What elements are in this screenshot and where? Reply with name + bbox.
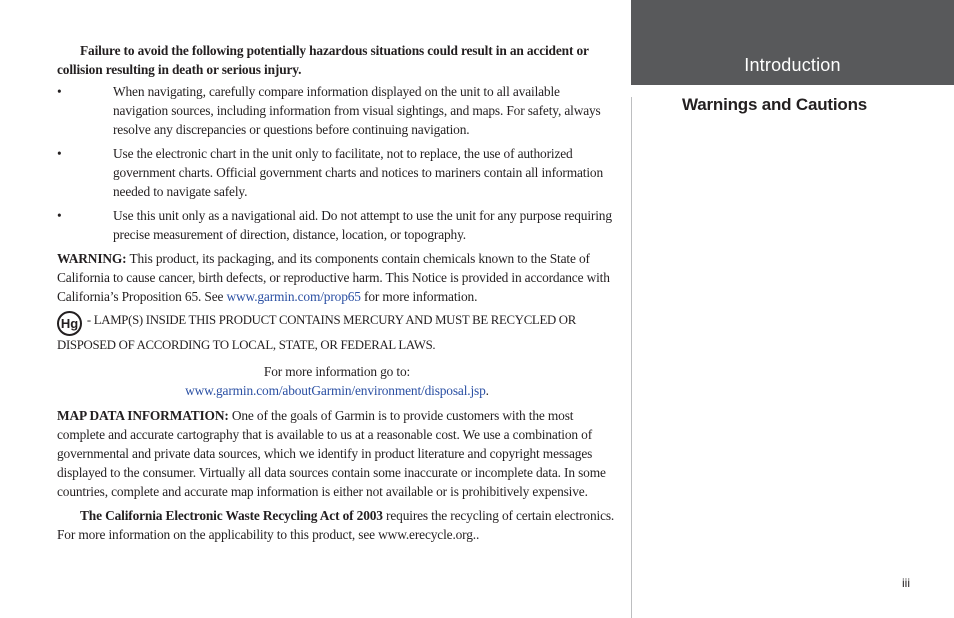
main-content xyxy=(57,41,617,549)
mercury-notice xyxy=(57,311,617,355)
prop65-warning xyxy=(57,249,617,306)
bullet-text: When navigating, carefully compare information displayed on the unit to all available navigation sources, including information from visual sightings, and maps. For safety, always resolve any discrepancies or questions before continuing navigation. xyxy=(113,84,601,137)
sidebar-header xyxy=(631,0,954,85)
ewaste-text: requires the recycling of certain electronics. For more information on the applicability to this product, see www.erecycle.org.. xyxy=(57,508,615,542)
mercury-text: - LAMP(S) INSIDE THIS PRODUCT CONTAINS MERCURY AND MUST BE RECYCLED OR DISPOSED OF ACCORDING TO LOCAL, STATE, OR FEDERAL LAWS. xyxy=(57,313,576,352)
bullet-marker: • xyxy=(57,84,62,99)
bullet-text: Use this unit only as a navigational aid. Do not attempt to use the unit for any purpose requiring precise measurement of direction, distance, location, or topography. xyxy=(113,208,612,242)
more-info-suffix: . xyxy=(485,383,489,398)
map-data-info xyxy=(57,406,617,501)
intro-warning: Failure to avoid the following potentially hazardous situations could result in an accident or collision resulting in death or serious injury. xyxy=(57,43,589,77)
bullet-item xyxy=(57,144,617,201)
bullet-text: Use the electronic chart in the unit only to facilitate, not to replace, the use of authorized government charts. Official government charts and notices to mariners contain all information needed to navigate safely. xyxy=(113,146,604,199)
disposal-link[interactable]: www.garmin.com/aboutGarmin/environment/disposal.jsp xyxy=(185,383,486,398)
warning-label: WARNING: xyxy=(57,251,127,266)
warning-suffix: for more information. xyxy=(360,289,478,304)
chapter-title: Introduction xyxy=(744,55,841,75)
warning-text: This product, its packaging, and its components contain chemicals known to the State of California to cause cancer, birth defects, or reproductive harm. This Notice is provided in accordance with California’s Proposition 65. See xyxy=(57,251,610,304)
bullet-item xyxy=(57,206,617,244)
more-info-label: For more information go to: xyxy=(263,364,411,379)
section-title: Warnings and Cautions xyxy=(682,95,868,114)
bullet-item xyxy=(57,82,617,139)
column-divider xyxy=(631,97,632,618)
prop65-link[interactable]: www.garmin.com/prop65 xyxy=(226,289,361,304)
bullet-marker: • xyxy=(57,208,62,223)
bullet-marker: • xyxy=(57,146,62,161)
mercury-hg-icon: Hg xyxy=(57,311,82,336)
ewaste-notice xyxy=(57,506,617,544)
more-info xyxy=(57,362,617,400)
ewaste-label: The California Electronic Waste Recycling Act of 2003 xyxy=(80,508,383,523)
map-data-text: One of the goals of Garmin is to provide customers with the most complete and accurate cartography that is available to us at a reasonable cost. We use a combination of governmental and private data sources, which we identify in product literature and copyright messages displayed to the consumer. Virtually all data sources contain some inaccurate or incomplete data. In some countries, complete and accurate map information is either not available or is prohibitively expensive. xyxy=(57,408,606,499)
page-number: iii xyxy=(902,576,910,590)
map-data-label: MAP DATA INFORMATION: xyxy=(57,408,229,423)
